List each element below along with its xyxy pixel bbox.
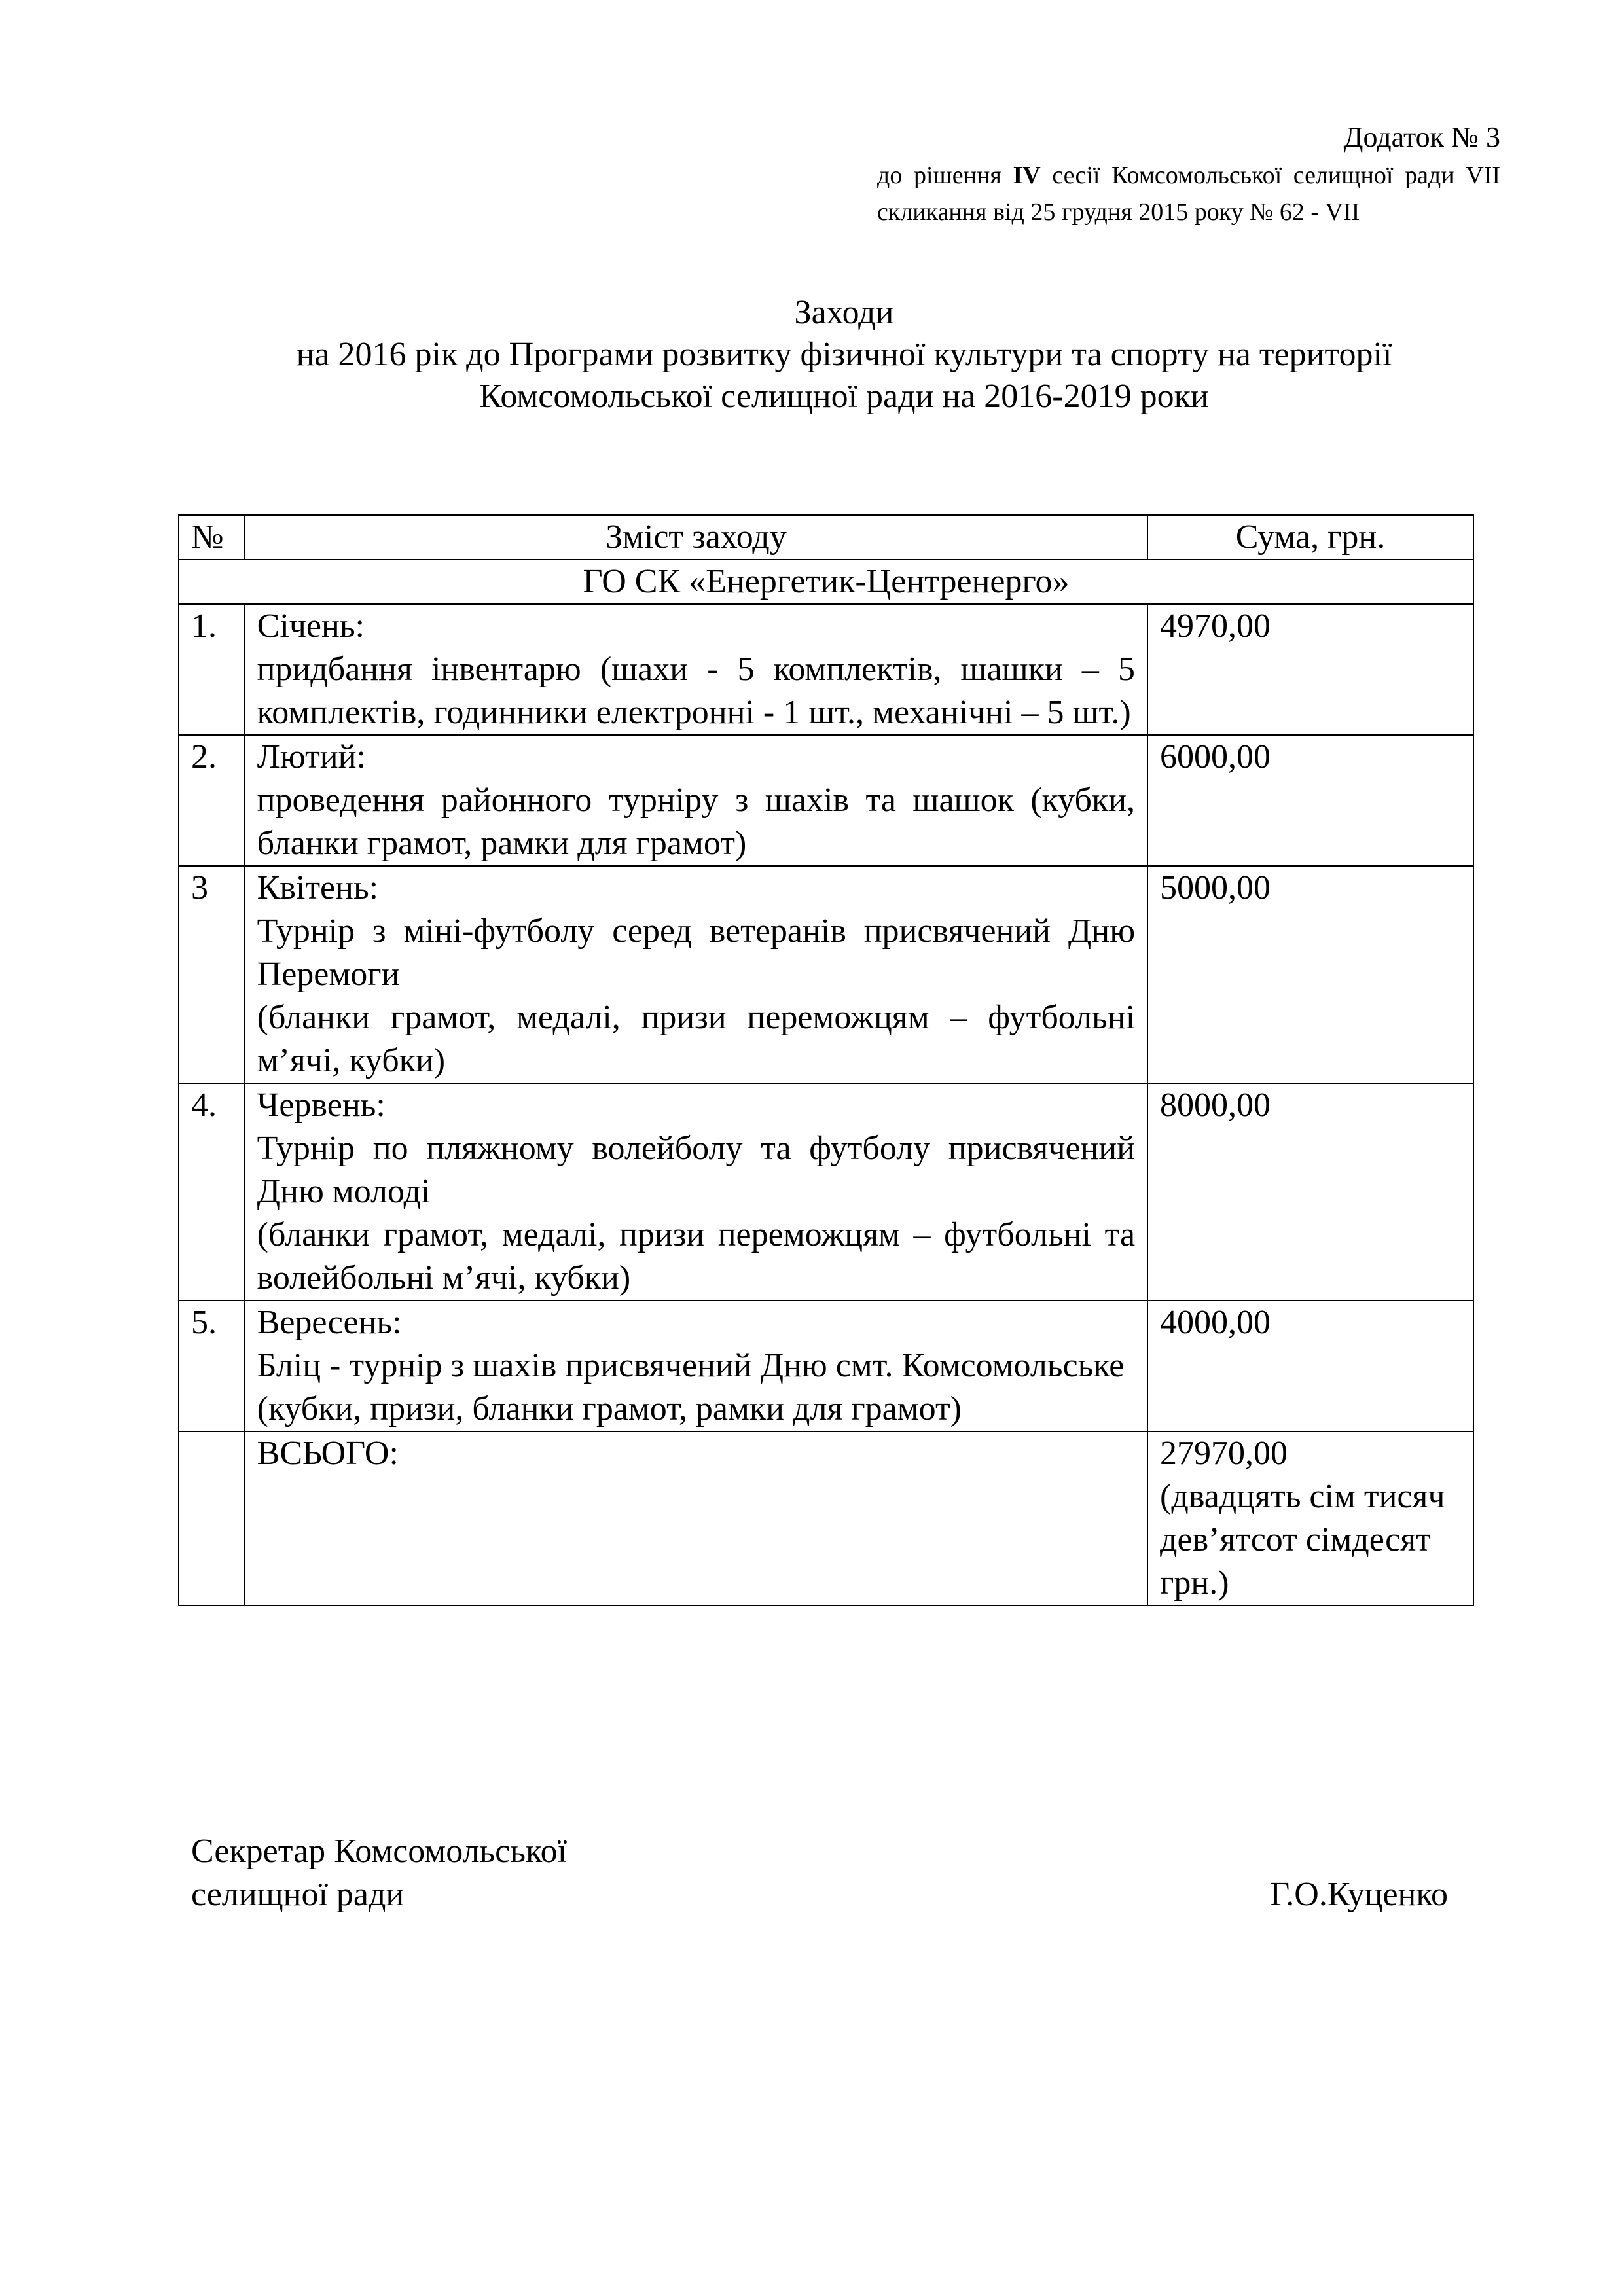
row-description-line: придбання інвентарю (шахи - 5 комплектів, шашки – 5 комплектів, годинники електронні - 1 шт., механічні – 5 шт.) [257,651,1136,731]
document-heading [178,292,1510,418]
row-sum: 8000,00 [1147,1083,1473,1300]
signature-position-line-2: селищної ради [191,1876,405,1913]
row-description-line: Турнір з міні-футболу серед ветеранів присвячений Дню Перемоги [257,912,1136,993]
table-row [179,1300,1473,1431]
document-subtitle-line-1: на 2016 рік до Програми розвитку фізичної культури та спорту на території [296,336,1392,373]
addendum-block [877,118,1500,230]
row-number: 3 [179,866,245,1083]
signature-block [191,1830,1461,1916]
addendum-reference [877,157,1500,230]
row-description [245,866,1147,1083]
table-row [179,866,1473,1083]
addendum-session-number: IV [1013,162,1041,189]
row-sum: 4000,00 [1147,1300,1473,1431]
row-description-line: Бліц - турнір з шахів присвячений Дню смт. Комсомольське [257,1347,1125,1384]
document-title: Заходи [794,294,894,331]
row-number: 4. [179,1083,245,1300]
header-number: № [179,515,245,560]
addendum-text-start: до рішення [877,162,1013,189]
organization-row [179,560,1473,604]
row-description-line: (кубки, призи, бланки грамот, рамки для грамот) [257,1390,962,1427]
row-description-line: (бланки грамот, медалі, призи переможцям – футбольні м’ячі, кубки) [257,999,1136,1079]
row-sum: 6000,00 [1147,735,1473,866]
row-month: Січень: [257,607,365,645]
row-description [245,1083,1147,1300]
document-subtitle-line-2: Комсомольської селищної ради на 2016-2019 роки [479,378,1209,415]
total-row [179,1431,1473,1605]
header-content: Зміст заходу [245,515,1147,560]
total-label: ВСЬОГО: [245,1431,1147,1605]
row-month: Червень: [257,1086,386,1124]
row-description-line: Турнір по пляжному волейболу та футболу присвячений Дню молоді [257,1130,1136,1210]
row-number: 5. [179,1300,245,1431]
total-sum-words: (двадцять сім тисяч дев’ятсот сімдесят грн.) [1160,1478,1445,1602]
row-number: 1. [179,604,245,735]
addendum-text-end: сесії Комсомольської селищної ради VII скликання від 25 грудня 2015 року № 62 - VII [877,162,1500,226]
table-row [179,604,1473,735]
row-description [245,735,1147,866]
table-row [179,1083,1473,1300]
row-description [245,1300,1147,1431]
total-sum: 27970,00 [1160,1435,1288,1472]
row-sum: 4970,00 [1147,604,1473,735]
organization-name: ГО СК «Енергетик-Центренерго» [179,560,1473,604]
row-month: Лютий: [257,738,366,776]
header-sum: Сума, грн. [1147,515,1473,560]
row-month: Вересень: [257,1304,402,1341]
row-description [245,604,1147,735]
table-header-row [179,515,1473,560]
addendum-number: Додаток № 3 [1343,121,1500,153]
row-description-line: проведення районного турніру з шахів та шашок (кубки, бланки грамот, рамки для грамот) [257,781,1136,862]
row-month: Квітень: [257,869,379,906]
measures-table [178,514,1474,1606]
signature-name: Г.О.Куценко [1270,1876,1448,1913]
row-description-line: (бланки грамот, медалі, призи переможцям – футбольні та волейбольні м’ячі, кубки) [257,1216,1136,1297]
total-number-cell [179,1431,245,1605]
row-number: 2. [179,735,245,866]
table-row [179,735,1473,866]
row-sum: 5000,00 [1147,866,1473,1083]
signature-position-line-1: Секретар Комсомольської [191,1833,568,1870]
total-sum-cell [1147,1431,1473,1605]
